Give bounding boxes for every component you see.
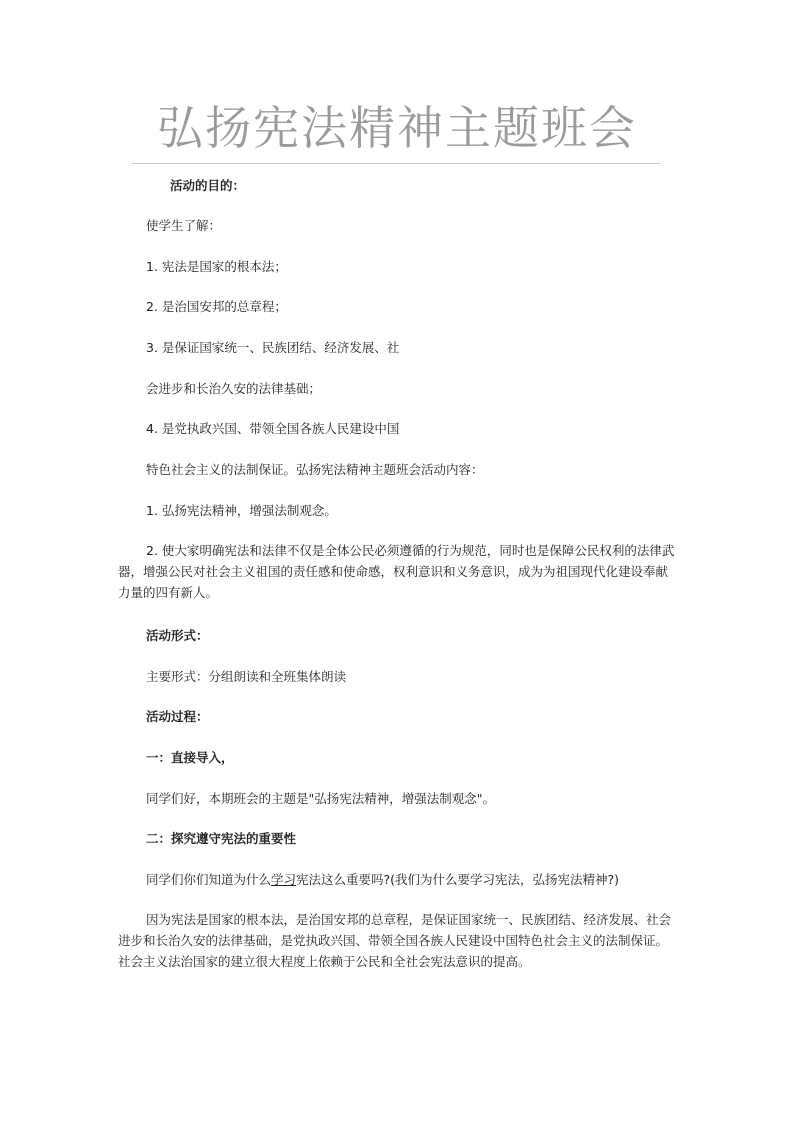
purpose-heading: 活动的目的： <box>170 178 246 193</box>
content-item: 1. 弘扬宪法精神，增强法制观念。 <box>146 503 337 518</box>
process-heading: 活动过程： <box>146 709 209 724</box>
list-item: 2. 是治国安邦的总章程； <box>146 299 287 314</box>
content-paragraph: 2. 使大家明确宪法和法律不仅是全体公民必须遵循的行为规范，同时也是保障公民权利的法律武器，增强公民对社会主义祖国的责任感和使命感，权利意识和义务意识，成为为祖国现代化建设奉献力量的四有新人。 <box>118 543 675 600</box>
step1-heading: 一：直接导入， <box>146 750 234 765</box>
form-text: 主要形式：分组朗读和全班集体朗读 <box>146 669 347 684</box>
step2-heading: 二：探究遵守宪法的重要性 <box>146 831 297 846</box>
list-item-continuation: 特色社会主义的法制保证。弘扬宪法精神主题班会活动内容： <box>146 462 484 477</box>
question-post: 宪法这么重要吗?(我们为什么要学习宪法，弘扬宪法精神?) <box>296 872 620 887</box>
list-item: 1. 宪法是国家的根本法； <box>146 259 287 274</box>
question-underlined: 学习 <box>271 872 297 887</box>
question-pre: 同学们你们知道为什么 <box>146 872 272 887</box>
question-text <box>146 871 619 889</box>
list-item: 3. 是保证国家统一、民族团结、经济发展、社 <box>146 340 400 355</box>
step1-text: 同学们好，本期班会的主题是"弘扬宪法精神，增强法制观念"。 <box>146 791 496 806</box>
title-divider <box>132 163 660 164</box>
form-heading: 活动形式： <box>146 628 209 643</box>
intro-text: 使学生了解： <box>146 218 222 233</box>
answer-paragraph: 因为宪法是国家的根本法，是治国安邦的总章程，是保证国家统一、民族团结、经济发展、社会进步和长治久安的法律基础，是党执政兴国、带领全国各族人民建设中国特色社会主义的法制保证。社会主义法治国家的建立很大程度上依赖于公民和全社会宪法意识的提高。 <box>118 912 672 969</box>
list-item-continuation: 会进步和长治久安的法律基础； <box>146 381 322 396</box>
list-item: 4. 是党执政兴国、带领全国各族人民建设中国 <box>146 421 400 436</box>
document-title: 弘扬宪法精神主题班会 <box>157 101 637 155</box>
